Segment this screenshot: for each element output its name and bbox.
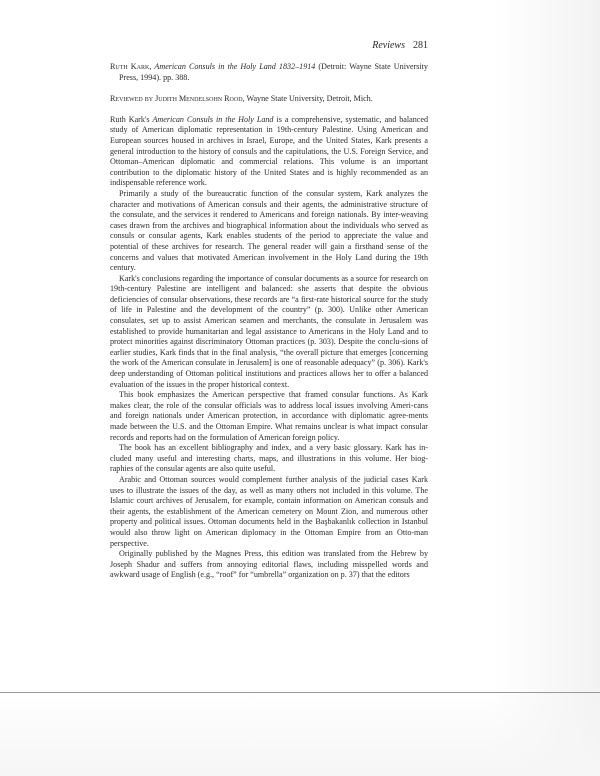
page-number: 281 (413, 40, 428, 51)
book-citation (110, 62, 428, 83)
review-paragraph-2: Primarily a study of the bureaucratic function of the consular system, Kark analyzes the character and motivations of American consuls and their agents, the administrative structure of the consulate, and the services it rendered to Americans and foreign nationals. By inter-weaving cases drawn from the archives and biographical information about the individuals who served as consuls or consular agents, Kark enables students of the period to appreciate the value and potential of these archives for research. The general reader will gain a firsthand sense of the concerns and values that motivated American involvement in the Holy Land during the 19th century. (110, 188, 428, 273)
journal-page (110, 40, 428, 581)
publication-details: (Detroit: Wayne State University Press, 1994). pp. 388. (119, 62, 428, 82)
scan-shadow-bottom (0, 686, 600, 776)
reviewer-name: Reviewed by Judith Mendelsohn Rood (110, 94, 243, 104)
reviewer-affiliation: , Wayne State University, Detroit, Mich. (242, 94, 373, 104)
running-head (110, 40, 428, 52)
citation-separator: , (149, 62, 155, 71)
book-author: Ruth Kark (110, 62, 150, 71)
review-paragraph-1 (110, 115, 428, 189)
book-title: American Consuls in the Holy Land 1832–1914 (154, 62, 316, 71)
section-title: Reviews (372, 40, 405, 51)
review-paragraph-6: Arabic and Ottoman sources would complement further analysis of the judicial cases Kark uses to illustrate the issues of the day, as well as many others not included in this volume. The Islamic court archives of Jerusalem, for example, contain information on American consuls and their agents, the establishment of the American cemetery on Mount Zion, and numerous other property and political issues. Ottoman documents held in the Başbakanlık collection in Istanbul would also throw light on American diplomacy in the Ottoman Empire from an Otto-man perspective. (110, 474, 428, 548)
scan-shadow-right (492, 0, 600, 776)
page-crease-line (0, 692, 600, 693)
review-paragraph-3: Kark's conclusions regarding the importance of consular documents as a source for research on 19th-century Palestine are intelligent and balanced: she asserts that despite the obvious deficiencies of consular observations, these records are “a first-rate historical source for the study of life in Palestine and the development of the country” (p. 300). Unlike other American consulates, set up to assist American seamen and merchants, the consulate in Jerusalem was established to provide humanitarian and legal assistance to Americans in the Holy Land and to protect minorities against discriminatory Ottoman practices (p. 303). Despite the conclu-sions of earlier studies, Kark finds that in the final analysis, “the overall picture that emerges [concerning the work of the American consulate in Jerusalem] is one of reasonable adequacy” (p. 306). Kark's deep understanding of Ottoman political institutions and practices allows her to offer a balanced evaluation of the issues in the proper historical context. (110, 273, 428, 389)
review-paragraph-4: This book emphasizes the American perspective that framed consular functions. As Kark makes clear, the role of the consular officials was to address local issues involving Ameri-cans and foreign nationals under American protection, in accordance with diplomatic agree-ments made between the U.S. and the Ottoman Empire. What remains unclear is what impact consular records and reports had on the formulation of American foreign policy. (110, 390, 428, 442)
inline-book-title: American Consuls in the Holy Land (152, 114, 274, 124)
paragraph-intro: Ruth Kark's (110, 114, 153, 124)
paragraph-text: is a comprehensive, systematic, and balanced study of American diplomatic representation in 19th-century Palestine. Using American and European sources housed in archives in Israel, Europe, and the United States, Kark presents a general introduction to the history of consuls and the capitulations, the U.S. Foreign Service, and Ottoman–American diplomatic and commercial relations. This volume is an important contribution to the diplomatic history of the United States and is highly recommended as an indispensable reference work. (110, 114, 428, 188)
review-paragraph-7: Originally published by the Magnes Press, this edition was translated from the Hebrew by Joseph Shadur and suffers from annoying editorial flaws, including misspelled words and awkward usage of English (e.g., “roof” for “umbrella” organization on p. 37) that the editors (110, 549, 428, 580)
reviewer-line (110, 94, 428, 105)
review-paragraph-5: The book has an excellent bibliography and index, and a very basic glossary. Kark has in-cluded many useful and interesting charts, maps, and illustrations in this volume. Her biog-raphies of the consular agents are also quite useful. (110, 443, 428, 474)
